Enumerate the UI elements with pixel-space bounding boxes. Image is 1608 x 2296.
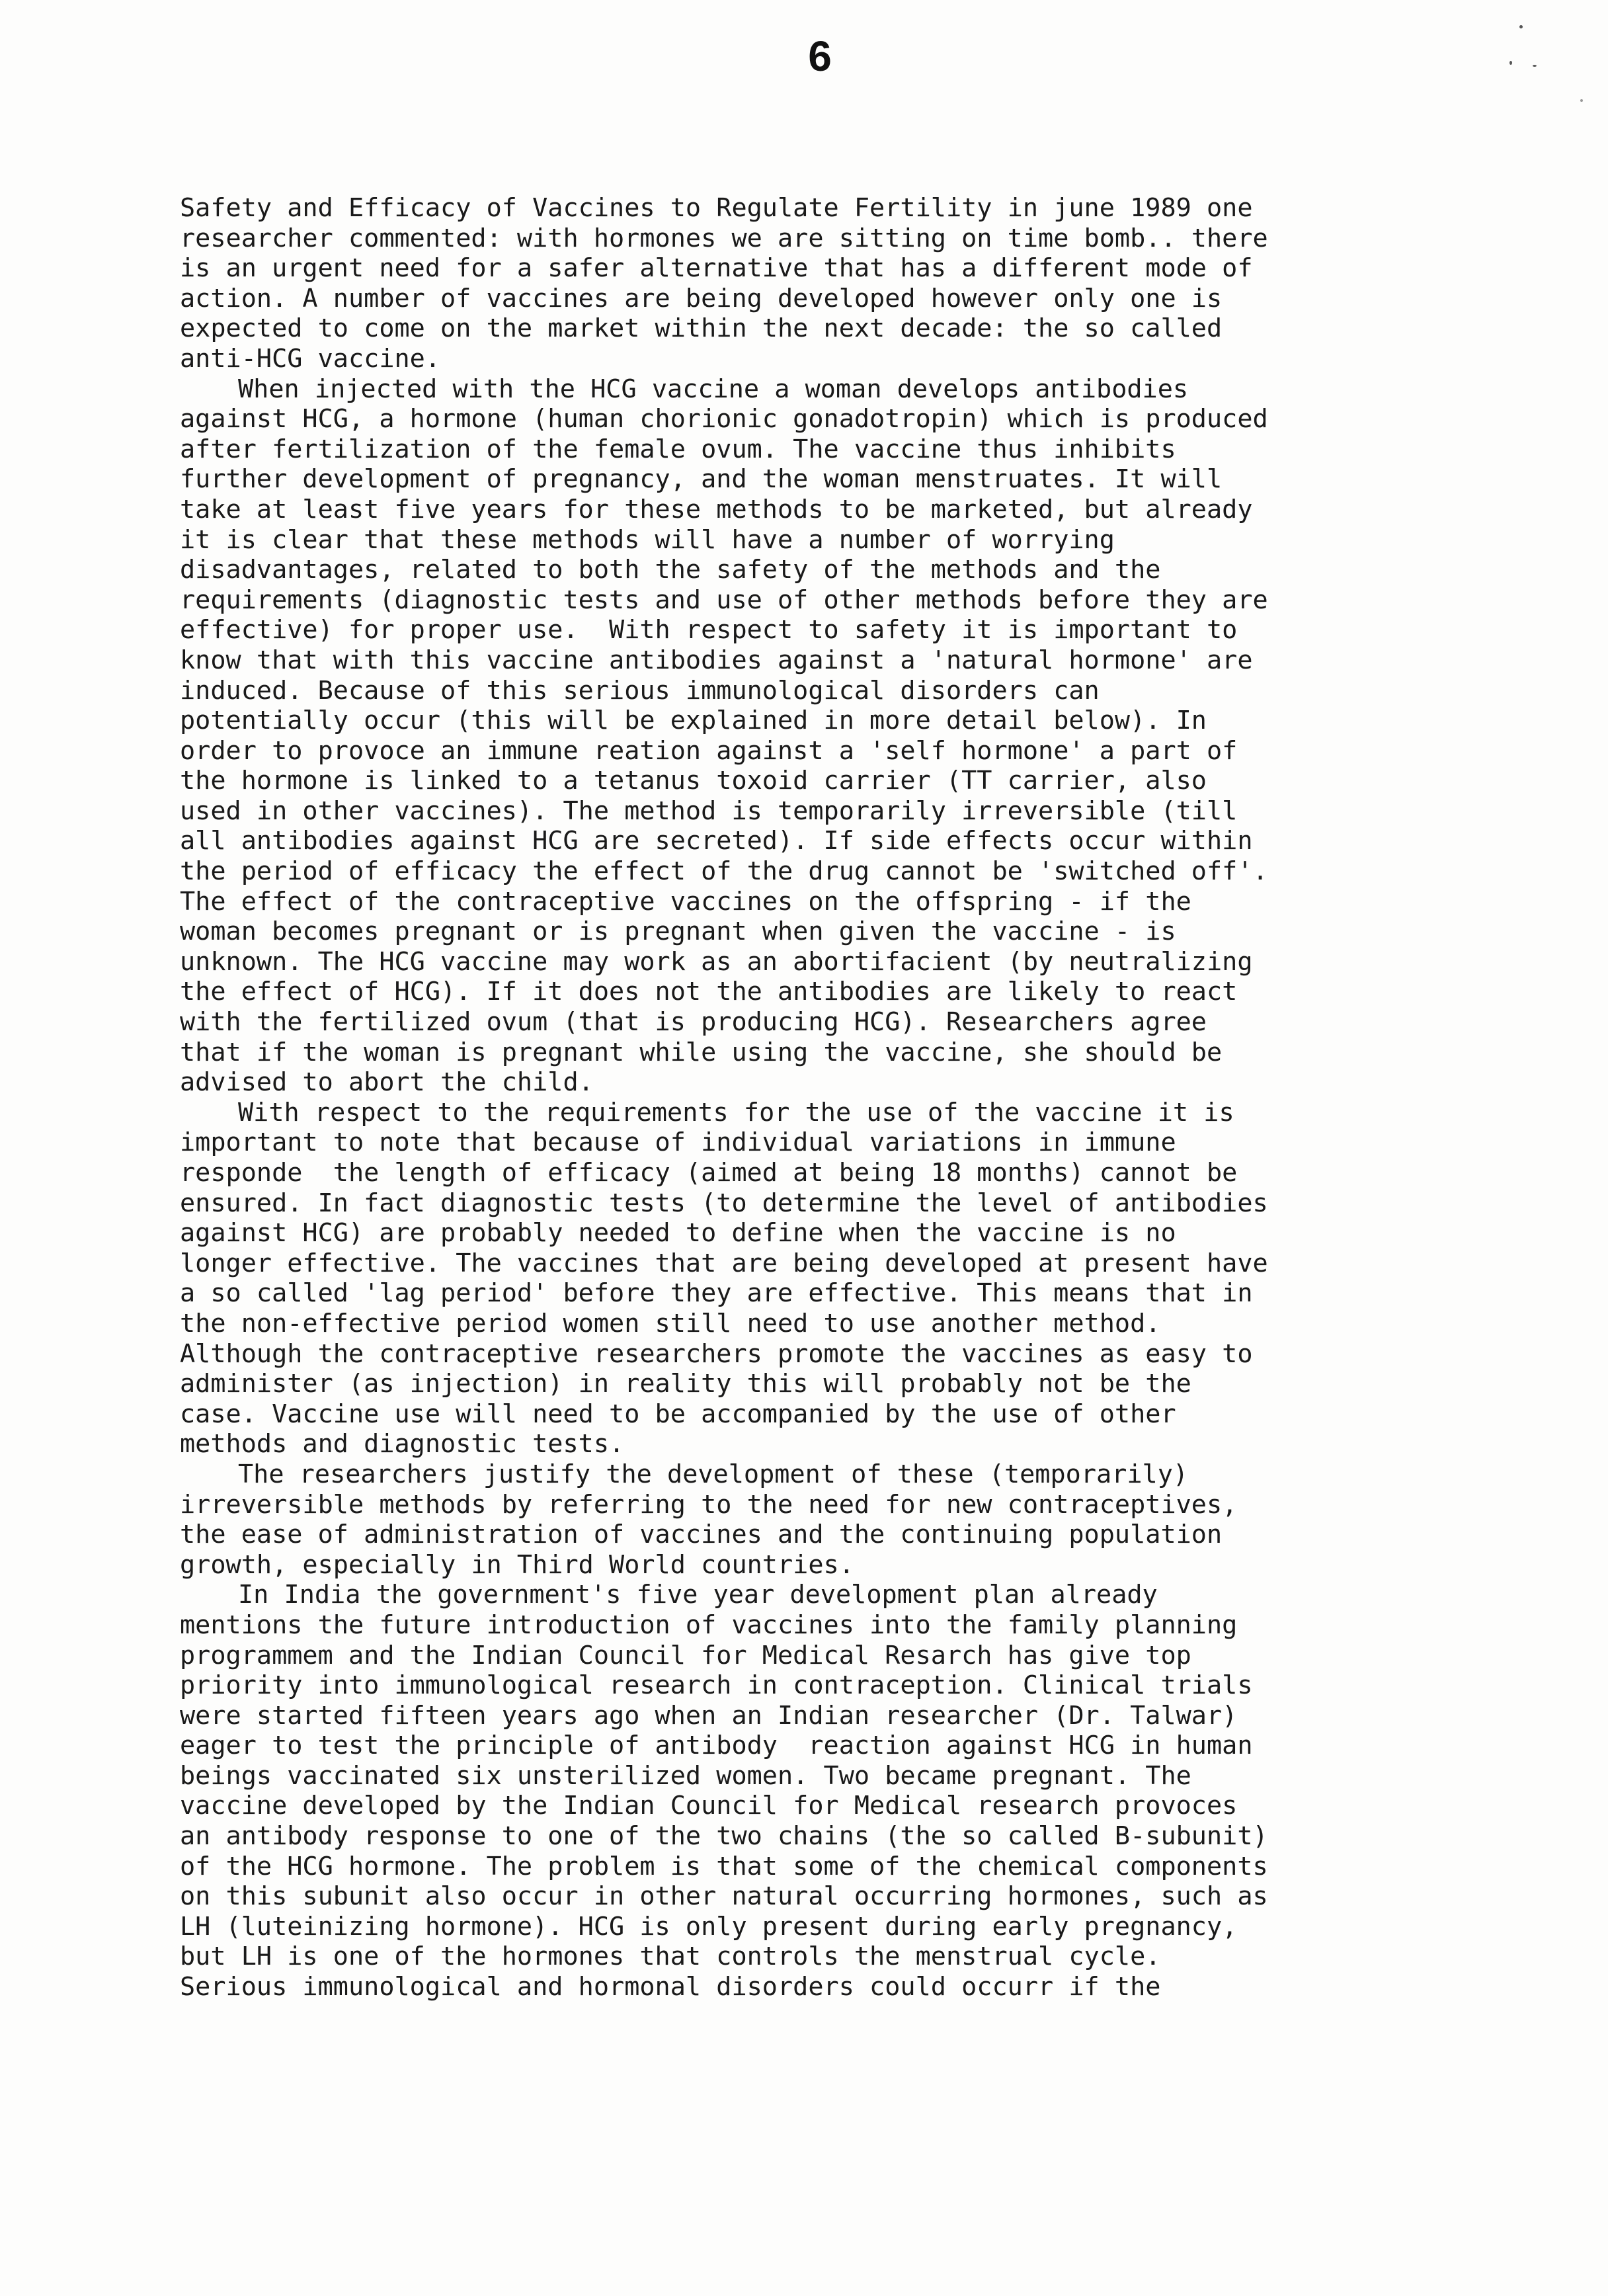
text-line: of the HCG hormone. The problem is that some of the chemical components — [180, 1851, 1268, 1881]
text-line: an antibody response to one of the two chains (the so called B-subunit) — [180, 1821, 1268, 1852]
text-line: take at least five years for these methods to be marketed, but already — [180, 494, 1253, 524]
paragraph-first-line: The researchers justify the development of these (temporarily) — [238, 1459, 1189, 1489]
scan-speck — [1519, 25, 1523, 28]
text-line: ensured. In fact diagnostic tests (to determine the level of antibodies — [180, 1188, 1268, 1218]
text-line: LH (luteinizing hormone). HCG is only present during early pregnancy, — [180, 1911, 1238, 1942]
text-line: Although the contraceptive researchers promote the vaccines as easy to — [180, 1338, 1253, 1369]
text-line: requirements (diagnostic tests and use of other methods before they are — [180, 585, 1268, 615]
text-line: case. Vaccine use will need to be accompanied by the use of other — [180, 1399, 1176, 1429]
text-line: anti-HCG vaccine. — [180, 343, 441, 374]
text-line: beings vaccinated six unsterilized women. Two became pregnant. The — [180, 1760, 1191, 1791]
text-line: against HCG) are probably needed to define when the vaccine is no — [180, 1218, 1176, 1249]
text-line: further development of pregnancy, and the woman menstruates. It will — [180, 464, 1223, 495]
text-line: that if the woman is pregnant while using the vaccine, she should be — [180, 1037, 1223, 1067]
scan-speck — [1580, 99, 1583, 102]
text-line: responde the length of efficacy (aimed at being 18 months) cannot be — [180, 1158, 1238, 1188]
paragraph-first-line: With respect to the requirements for the use of the vaccine it is — [238, 1097, 1234, 1128]
text-line: eager to test the principle of antibody reaction against HCG in human — [180, 1731, 1253, 1761]
text-line: irreversible methods by referring to the need for new contraceptives, — [180, 1489, 1238, 1520]
text-line: a so called 'lag period' before they are effective. This means that in — [180, 1278, 1253, 1309]
text-line: on this subunit also occur in other natural occurring hormones, such as — [180, 1881, 1268, 1912]
text-line: order to provoce an immune reation against a 'self hormone' a part of — [180, 735, 1238, 766]
text-line: is an urgent need for a safer alternative that has a different mode of — [180, 253, 1253, 284]
paragraph-first-line: In India the government's five year development plan already — [238, 1580, 1158, 1610]
text-line: effective) for proper use. With respect to safety it is important to — [180, 615, 1238, 645]
text-line: it is clear that these methods will have a number of worrying — [180, 524, 1115, 555]
text-line: after fertilization of the female ovum. The vaccine thus inhibits — [180, 434, 1176, 464]
text-line: Serious immunological and hormonal disorders could occurr if the — [180, 1972, 1161, 2002]
text-line: expected to come on the market within the next decade: the so called — [180, 313, 1223, 344]
text-line: but LH is one of the hormones that controls the menstrual cycle. — [180, 1942, 1161, 1972]
text-line: administer (as injection) in reality this will probably not be the — [180, 1369, 1191, 1399]
text-line: were started fifteen years ago when an Indian researcher (Dr. Talwar) — [180, 1700, 1238, 1731]
text-line: vaccine developed by the Indian Council for Medical research provoces — [180, 1791, 1238, 1821]
text-line: longer effective. The vaccines that are being developed at present have — [180, 1248, 1268, 1278]
text-line: growth, especially in Third World countries. — [180, 1549, 854, 1580]
text-line: the ease of administration of vaccines and the continuing population — [180, 1520, 1223, 1550]
text-line: know that with this vaccine antibodies against a 'natural hormone' are — [180, 645, 1253, 675]
page-number: 6 — [808, 32, 832, 80]
text-line: Safety and Efficacy of Vaccines to Regulate Fertility in june 1989 one — [180, 193, 1253, 223]
text-line: used in other vaccines). The method is temporarily irreversible (till — [180, 796, 1238, 826]
text-line: disadvantages, related to both the safety of the methods and the — [180, 555, 1161, 585]
body-text — [180, 193, 1535, 2002]
text-line: the non-effective period women still need to use another method. — [180, 1308, 1161, 1338]
text-line: action. A number of vaccines are being developed however only one is — [180, 283, 1223, 313]
text-line: the hormone is linked to a tetanus toxoid carrier (TT carrier, also — [180, 766, 1207, 796]
text-line: the effect of HCG). If it does not the antibodies are likely to react — [180, 977, 1238, 1007]
scan-speck — [1533, 65, 1537, 67]
text-line: with the fertilized ovum (that is producing HCG). Researchers agree — [180, 1007, 1207, 1038]
text-line: advised to abort the child. — [180, 1067, 594, 1098]
text-line: all antibodies against HCG are secreted). If side effects occur within — [180, 826, 1253, 856]
text-line: priority into immunological research in contraception. Clinical trials — [180, 1670, 1253, 1701]
text-line: methods and diagnostic tests. — [180, 1429, 625, 1459]
paragraph-first-line: When injected with the HCG vaccine a woman develops antibodies — [238, 374, 1189, 404]
text-line: induced. Because of this serious immunological disorders can — [180, 675, 1100, 706]
text-line: against HCG, a hormone (human chorionic gonadotropin) which is produced — [180, 404, 1268, 434]
text-line: researcher commented: with hormones we are sitting on time bomb.. there — [180, 223, 1268, 253]
text-line: unknown. The HCG vaccine may work as an abortifacient (by neutralizing — [180, 946, 1253, 977]
text-line: mentions the future introduction of vaccines into the family planning — [180, 1610, 1238, 1640]
text-line: the period of efficacy the effect of the drug cannot be 'switched off'. — [180, 856, 1268, 887]
text-line: woman becomes pregnant or is pregnant when given the vaccine - is — [180, 917, 1176, 947]
text-line: The effect of the contraceptive vaccines on the offspring - if the — [180, 886, 1191, 917]
scan-speck — [1509, 61, 1512, 65]
text-line: important to note that because of individual variations in immune — [180, 1128, 1176, 1158]
text-line: programmem and the Indian Council for Medical Resarch has give top — [180, 1640, 1191, 1670]
text-line: potentially occur (this will be explained in more detail below). In — [180, 706, 1207, 736]
